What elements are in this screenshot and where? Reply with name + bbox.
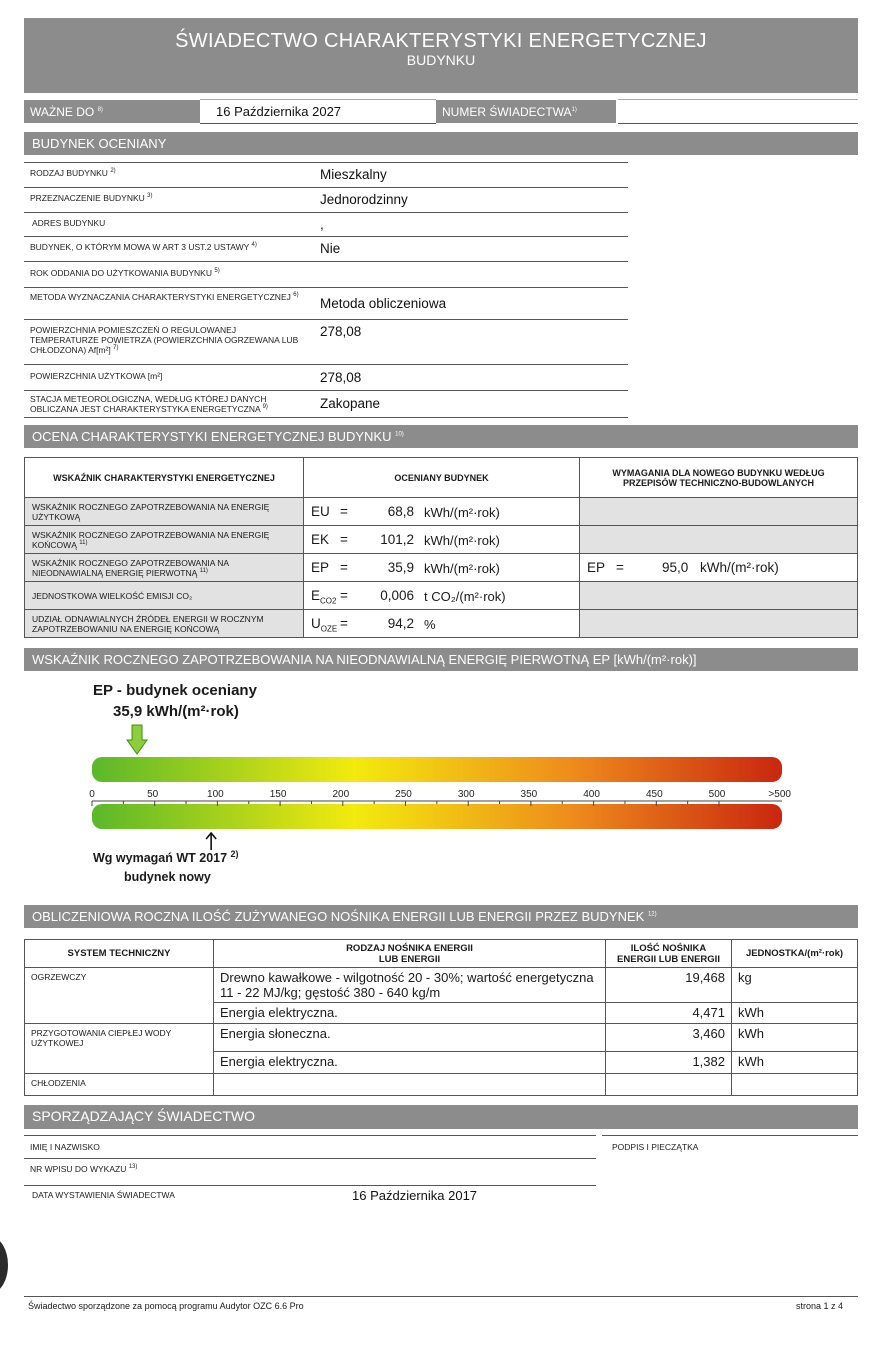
validity-label-box — [24, 100, 200, 123]
eval-indicator-label: WSKAŹNIK ROCZNEGO ZAPOTRZEBOWANIA NA ENERGIĘ UŻYTKOWĄ — [25, 498, 304, 526]
carrier-unit: kg — [732, 968, 858, 1003]
eval-building-value-cell — [304, 582, 580, 610]
author-registry-label: NR WPISU DO WYKAZU $^{13)}$ — [30, 1164, 138, 1174]
eval-equals: = — [340, 559, 348, 575]
scale-tick-label: 150 — [269, 789, 287, 800]
ep-requirement-label: Wg wymagań WT 2017 $^{2)}$ — [93, 848, 239, 865]
eval-symbol: EP — [311, 559, 330, 575]
carrier-unit: kWh — [732, 1024, 858, 1052]
carriers-header-carrier: RODZAJ NOŚNIKA ENERGII LUB ENERGII — [214, 940, 606, 968]
author-signature-label: PODPIS I PIECZĄTKA — [612, 1142, 699, 1152]
eval-indicator-label: WSKAŹNIK ROCZNEGO ZAPOTRZEBOWANIA NA NIEODNAWIALNĄ ENERGIĘ PIERWOTNĄ $^{11)}$ — [25, 554, 304, 582]
building-field-value: Jednorodzinny — [320, 192, 408, 207]
ep-building-value: 35,9 kWh/(m²·rok) — [113, 703, 239, 720]
scale-tick-label: 100 — [207, 789, 224, 800]
scale-tick-label: >500 — [768, 789, 791, 800]
ep-scale-bar-bottom — [92, 804, 782, 829]
section-building-title: BUDYNEK OCENIANY — [24, 132, 858, 155]
carrier-name: Energia elektryczna. — [214, 1003, 606, 1024]
building-field-value: Mieszkalny — [320, 166, 387, 182]
eval-value: 0,006 — [380, 587, 414, 603]
system-hot-water: PRZYGOTOWANIA CIEPŁEJ WODY UŻYTKOWEJ — [25, 1024, 214, 1074]
building-field-label: PRZEZNACZENIE BUDYNKU $^{3)}$ — [30, 193, 153, 203]
carriers-table — [24, 939, 858, 1096]
carrier-name: Energia słoneczna. — [214, 1024, 606, 1052]
building-field-label: ROK ODDANIA DO UŻYTKOWANIA BUDYNKU $^{5)}$ — [30, 267, 220, 278]
eval-value: 68,8 — [387, 503, 414, 519]
building-field-label: METODA WYZNACZANIA CHARAKTERYSTYKI ENERGETYCZNEJ $^{6)}$ — [30, 291, 299, 302]
building-field-value: 278,08 — [320, 324, 362, 339]
scale-tick-label: 500 — [708, 789, 726, 800]
carriers-header-system: SYSTEM TECHNICZNY — [25, 940, 214, 968]
eval-req-equals: = — [616, 559, 624, 575]
building-field-value: Nie — [320, 241, 341, 256]
eval-value: 94,2 — [387, 615, 414, 631]
author-date-value: 16 Października 2017 — [352, 1188, 478, 1203]
building-field-label: BUDYNEK, O KTÓRYM MOWA W ART 3 UST.2 USTAWY $^{4)}$ — [30, 242, 257, 252]
eval-symbol: $U_{OZE}$ — [311, 615, 338, 634]
scale-tick-label: 300 — [457, 789, 475, 800]
validity-date: 16 Października 2027 — [216, 104, 342, 119]
eval-unit: kWh/(m²·rok) — [424, 560, 500, 576]
scale-tick-label: 250 — [395, 789, 412, 800]
building-field-label: STACJA METEOROLOGICZNA, WEDŁUG KTÓREJ DANYCH OBLICZANA JEST CHARAKTERYSTYKA ENERGETYCZNA $^{9)}$ — [30, 394, 268, 414]
ep-scale-bar-top — [92, 757, 782, 782]
author-name-label: IMIĘ I NAZWISKO — [30, 1142, 100, 1152]
ep-requirement-marker — [206, 833, 216, 850]
table-row — [25, 968, 858, 1003]
footer-page-number: strona 1 z 4 — [796, 1301, 844, 1311]
carrier-amount: 19,468 — [606, 968, 732, 1003]
table-row — [25, 1074, 858, 1096]
building-field-label: POWIERZCHNIA POMIESZCZEŃ O REGULOWANEJ TEMPERATURZE POWIETRZA (POWIERZCHNIA OGRZEWANA LUB CHŁODZONA) Af[m²] $^{7)}$ — [30, 325, 299, 355]
eval-symbol: EU — [311, 503, 330, 519]
eval-requirement-cell — [580, 526, 858, 554]
evaluation-table — [24, 457, 858, 638]
table-row — [25, 554, 858, 582]
carrier-name: Energia elektryczna. — [214, 1052, 606, 1074]
eval-building-value-cell — [304, 554, 580, 582]
eval-req-value: 95,0 — [662, 559, 689, 575]
author-date-label: DATA WYSTAWIENIA ŚWIADECTWA — [32, 1190, 175, 1200]
building-field-value: , — [320, 216, 324, 232]
eval-building-value-cell — [304, 526, 580, 554]
carrier-amount: 4,471 — [606, 1003, 732, 1024]
eval-value: 35,9 — [387, 559, 414, 575]
eval-requirement-cell — [580, 610, 858, 638]
carriers-header-unit: JEDNOSTKA/(m²·rok) — [732, 940, 858, 968]
eval-indicator-label: WSKAŹNIK ROCZNEGO ZAPOTRZEBOWANIA NA ENERGIĘ KOŃCOWĄ $^{11)}$ — [25, 526, 304, 554]
validity-label: WAŻNE DO $^{8)}$ — [30, 105, 103, 119]
ep-building-marker — [127, 725, 147, 754]
table-row — [25, 526, 858, 554]
eval-equals: = — [340, 503, 348, 519]
table-row — [25, 1024, 858, 1052]
building-field-value: Zakopane — [320, 396, 381, 411]
eval-req-unit: kWh/(m²·rok) — [700, 559, 779, 575]
eval-equals: = — [340, 587, 348, 603]
scale-tick-label: 0 — [89, 789, 95, 800]
scale-tick-label: 400 — [583, 789, 600, 800]
eval-equals: = — [340, 615, 348, 631]
carrier-unit: kWh — [732, 1052, 858, 1074]
eval-building-value-cell — [304, 610, 580, 638]
table-row — [25, 610, 858, 638]
scale-tick-label: 350 — [520, 789, 538, 800]
eval-req-symbol: EP — [587, 559, 606, 575]
scale-tick-label: 200 — [332, 789, 350, 800]
building-field-label: ADRES BUDYNKU — [32, 217, 106, 228]
system-cooling: CHŁODZENIA — [25, 1074, 214, 1096]
eval-unit: kWh/(m²·rok) — [424, 504, 500, 520]
document-title: ŚWIADECTWO CHARAKTERYSTYKI ENERGETYCZNEJ — [175, 30, 707, 52]
eval-equals: = — [340, 531, 348, 547]
carrier-unit: kWh — [732, 1003, 858, 1024]
footer-software-note: Świadectwo sporządzone za pomocą programu Audytor OZC 6.6 Pro — [28, 1301, 304, 1311]
eval-unit: t CO₂/(m²·rok) — [424, 588, 506, 604]
scale-tick-label: 50 — [147, 789, 159, 800]
document-subtitle: BUDYNKU — [406, 52, 476, 68]
ep-requirement-sublabel: budynek nowy — [124, 870, 211, 884]
building-field-label: RODZAJ BUDYNKU $^{2)}$ — [30, 167, 116, 178]
table-row — [25, 498, 858, 526]
edge-circle-decoration — [0, 1237, 8, 1293]
eval-header-building: OCENIANY BUDYNEK — [304, 458, 580, 498]
carriers-header-amount: ILOŚĆ NOŚNIKA ENERGII LUB ENERGII — [606, 940, 732, 968]
eval-symbol: $E_{CO2}$ — [311, 587, 337, 606]
eval-unit: % — [424, 616, 436, 632]
eval-requirement-cell — [580, 498, 858, 526]
document-title-band — [24, 18, 858, 93]
eval-requirement-cell — [580, 554, 858, 582]
carrier-amount: 3,460 — [606, 1024, 732, 1052]
eval-indicator-label: UDZIAŁ ODNAWIALNYCH ŹRÓDEŁ ENERGII W ROCZNYM ZAPOTRZEBOWANIU NA ENERGIĘ KOŃCOWĄ — [25, 610, 304, 638]
building-field-label: POWIERZCHNIA UŻYTKOWA [m²] — [30, 370, 163, 381]
eval-header-indicator: WSKAŹNIK CHARAKTERYSTYKI ENERGETYCZNEJ — [25, 458, 304, 498]
certificate-number-label: NUMER ŚWIADECTWA$^{1)}$ — [442, 105, 577, 119]
ep-building-label: EP - budynek oceniany — [93, 682, 257, 699]
eval-requirement-cell — [580, 582, 858, 610]
table-row — [25, 582, 858, 610]
certificate-number-label-box — [436, 100, 616, 123]
eval-symbol: EK — [311, 531, 330, 547]
eval-header-requirements: WYMAGANIA DLA NOWEGO BUDYNKU WEDŁUG PRZEPISÓW TECHNICZNO-BUDOWLANYCH — [580, 458, 858, 498]
system-heating: OGRZEWCZY — [25, 968, 214, 1024]
section-evaluation-title: OCENA CHARAKTERYSTYKI ENERGETYCZNEJ BUDYNKU $^{10)}$ — [24, 425, 858, 448]
eval-value: 101,2 — [380, 531, 414, 547]
section-author-title: SPORZĄDZAJĄCY ŚWIADECTWO — [24, 1105, 858, 1129]
carrier-amount: 1,382 — [606, 1052, 732, 1074]
section-ep-scale-title: WSKAŹNIK ROCZNEGO ZAPOTRZEBOWANIA NA NIEODNAWIALNĄ ENERGIĘ PIERWOTNĄ EP [kWh/(m²·rok)] — [24, 648, 858, 671]
building-field-value: Metoda obliczeniowa — [320, 295, 447, 311]
scale-tick-label: 450 — [645, 789, 663, 800]
eval-unit: kWh/(m²·rok) — [424, 532, 500, 548]
section-carriers-title: OBLICZENIOWA ROCZNA ILOŚĆ ZUŻYWANEGO NOŚNIKA ENERGII LUB ENERGII PRZEZ BUDYNEK $^{12)}$ — [24, 905, 858, 928]
eval-indicator-label: JEDNOSTKOWA WIELKOŚĆ EMISJI CO₂ — [25, 582, 304, 610]
building-field-value: 278,08 — [320, 369, 362, 385]
carrier-name: Drewno kawałkowe - wilgotność 20 - 30%; wartość energetyczna 11 - 22 MJ/kg; gęstość 380 - 640 kg/m — [214, 968, 606, 1003]
eval-building-value-cell — [304, 498, 580, 526]
